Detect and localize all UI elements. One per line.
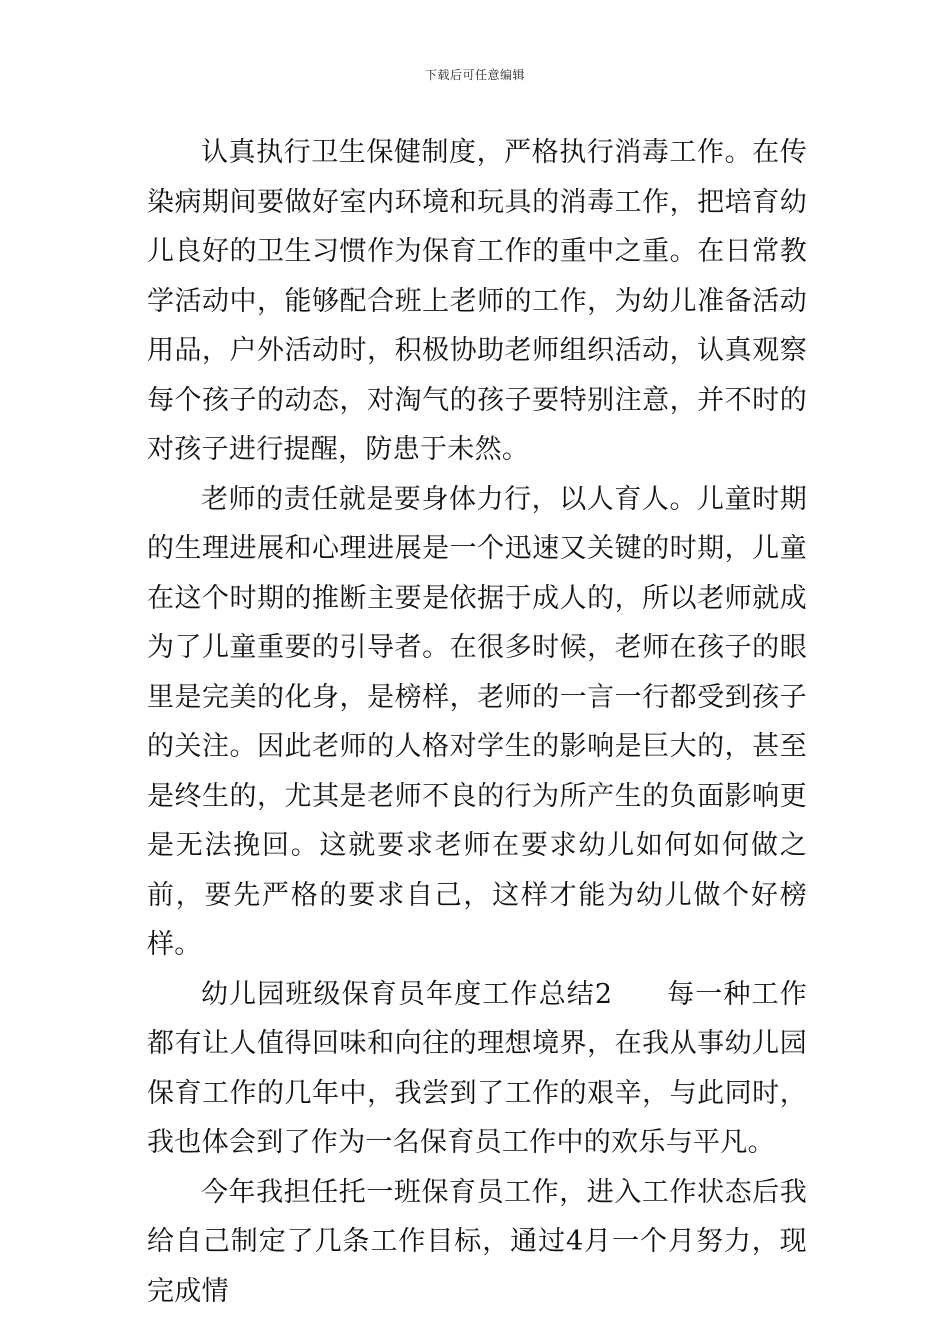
paragraph-section-2-intro xyxy=(147,970,807,1168)
document-body xyxy=(147,128,807,1316)
section-title: 幼儿园班级保育员年度工作总结2 xyxy=(201,978,613,1010)
section-intro-text: 每一种工作都有让人值得回味和向往的理想境界，在我从事幼儿园保育工作的几年中，我尝到了工作的艰辛，与此同时，我也体会到了作为一名保育员工作中的欢乐与平凡。 xyxy=(147,978,808,1158)
paragraph-teacher-responsibility: 老师的责任就是要身体力行，以人育人。儿童时期的生理进展和心理进展是一个迅速又关键的时期，儿童在这个时期的推断主要是依据于成人的，所以老师就成为了儿童重要的引导者。在很多时候，老师在孩子的眼里是完美的化身，是榜样，老师的一言一行都受到孩子的关注。因此老师的人格对学生的影响是巨大的，甚至是终生的，尤其是老师不良的行为所产生的负面影响更是无法挽回。这就要求老师在要求幼儿如何如何做之前，要先严格的要求自己，这样才能为幼儿做个好榜样。 xyxy=(147,483,807,960)
paragraph-hygiene: 认真执行卫生保健制度，严格执行消毒工作。在传染病期间要做好室内环境和玩具的消毒工作，把培育幼儿良好的卫生习惯作为保育工作的重中之重。在日常教学活动中，能够配合班上老师的工作，为幼儿准备活动用品，户外活动时，积极协助老师组织活动，认真观察每个孩子的动态，对淘气的孩子要特别注意，并不时的对孩子进行提醒，防患于未然。 xyxy=(147,137,807,465)
paragraph-work-goals: 今年我担任托一班保育员工作，进入工作状态后我给自己制定了几条工作目标，通过4月一个月努力，现完成情 xyxy=(147,1176,807,1307)
page-header: 下载后可任意编辑 xyxy=(424,68,525,82)
